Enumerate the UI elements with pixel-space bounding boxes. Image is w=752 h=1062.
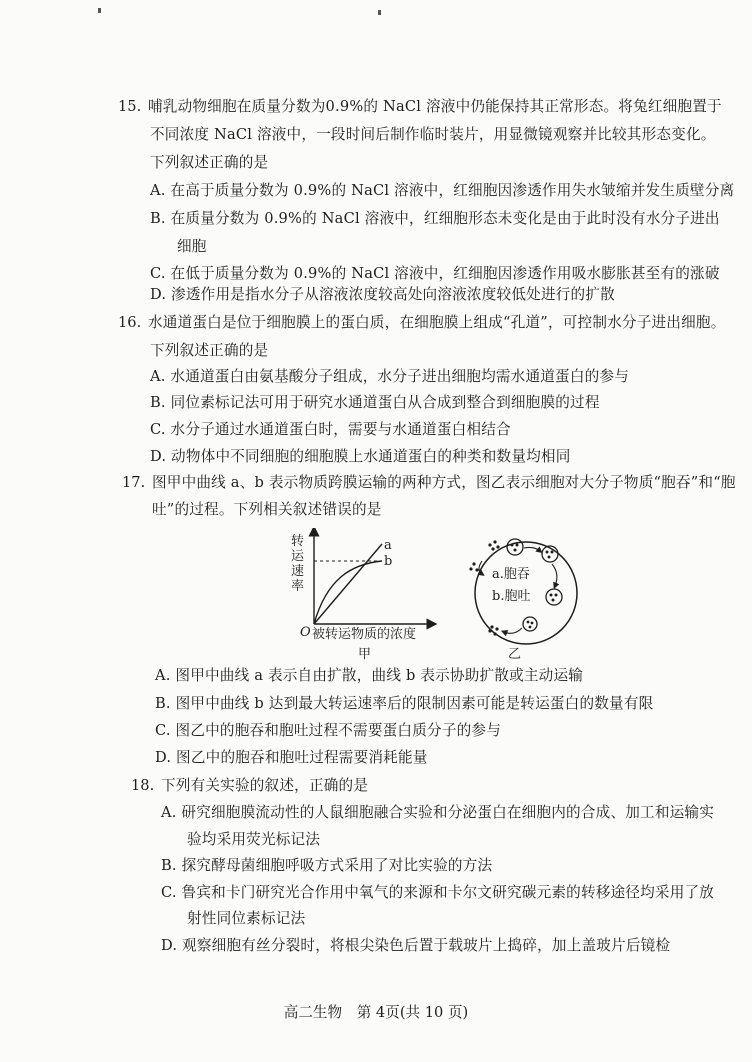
question-16-stem-line-1: 水通道蛋白是位于细胞膜上的蛋白质，在细胞膜上组成“孔道”，可控制水分子进出细胞。: [148, 314, 726, 331]
internal-arrow: [552, 564, 557, 586]
question-17-option-b: B. 图甲中曲线 b 达到最大转运速率后的限制因素可能是转运蛋白的数量有限: [155, 695, 654, 712]
scan-mark-right: [378, 10, 381, 15]
question-16-option-b: B. 同位素标记法可用于研究水通道蛋白从合成到整合到细胞膜的过程: [150, 394, 600, 411]
question-16-option-d: D. 动物体中不同细胞的细胞膜上水通道蛋白的种类和数量均相同: [150, 448, 571, 465]
figure-jia-caption: 甲: [358, 647, 372, 662]
question-17-stem-line-1: 图甲中曲线 a、b 表示物质跨膜运输的两种方式，图乙表示细胞对大分子物质“胞吞”和“胞: [152, 474, 736, 491]
question-15-stem-line-2: 不同浓度 NaCl 溶液中，一段时间后制作临时装片，用显微镜观察并比较其形态变化。: [150, 126, 716, 143]
origin-label: O: [300, 625, 311, 640]
vesicle-3: [546, 589, 562, 605]
y-axis-label-char-3: 速: [291, 564, 305, 579]
question-16-stem-line-2: 下列叙述正确的是: [150, 342, 269, 359]
page-footer: 高二生物 第 4页(共 10 页): [283, 1004, 469, 1021]
exocytosis-arrow: [504, 628, 522, 633]
question-18-option-d: D. 观察细胞有丝分裂时，将根尖染色后置于载玻片上捣碎，加上盖玻片后镜检: [161, 937, 671, 954]
question-17-option-d: D. 图乙中的胞吞和胞吐过程需要消耗能量: [155, 749, 428, 766]
question-18-option-b: B. 探究酵母菌细胞呼吸方式采用了对比实验的方法: [161, 857, 493, 874]
y-axis-label-char-4: 率: [291, 579, 305, 594]
figure-jia: [282, 528, 452, 663]
question-17-stem-line-2: 吐”的过程。下列相关叙述错误的是: [152, 501, 382, 518]
curve-a: [314, 544, 382, 624]
question-18-number: 18.: [131, 777, 155, 794]
question-18-stem: 下列有关实验的叙述，正确的是: [161, 777, 369, 794]
question-15-option-c: C. 在低于质量分数为 0.9%的 NaCl 溶液中，红细胞因渗透作用吸水膨胀甚至有的涨破: [150, 265, 720, 282]
exocytosis-label: b.胞吐: [492, 589, 531, 604]
question-16-number: 16.: [118, 314, 142, 331]
x-axis-label: 被转运物质的浓度: [312, 627, 417, 642]
scan-mark-left: [98, 8, 101, 13]
figure-yi-caption: 乙: [508, 647, 522, 662]
question-18-option-c-cont: 射性同位素标记法: [187, 910, 306, 927]
y-axis-label-char-2: 运: [291, 549, 305, 564]
question-15-number: 15.: [118, 98, 142, 115]
question-15-stem-line-1: 哺乳动物细胞在质量分数为0.9%的 NaCl 溶液中仍能保持其正常形态。将兔红细胞置于: [148, 98, 722, 115]
question-15-option-b: B. 在质量分数为 0.9%的 NaCl 溶液中，红细胞形态未变化是由于此时没有水分子进出: [150, 210, 720, 227]
vesicle-1: [507, 539, 523, 555]
question-15-option-a: A. 在高于质量分数为 0.9%的 NaCl 溶液中，红细胞因渗透作用失水皱缩并发生质壁分离: [150, 182, 735, 199]
vesicle-arrow: [524, 547, 540, 551]
question-18-option-c: C. 鲁宾和卡门研究光合作用中氧气的来源和卡尔文研究碳元素的转移途径均采用了放: [161, 884, 715, 901]
question-17-option-c: C. 图乙中的胞吞和胞吐过程不需要蛋白质分子的参与: [155, 722, 501, 739]
question-16-option-c: C. 水分子通过水通道蛋白时，需要与水通道蛋白相结合: [150, 421, 511, 438]
exocytosis-particles: [488, 625, 498, 635]
question-16-option-a: A. 水通道蛋白由氨基酸分子组成，水分子进出细胞均需水通道蛋白的参与: [150, 368, 630, 385]
curve-a-label: a: [384, 538, 392, 553]
curve-b: [314, 561, 382, 624]
question-17-number: 17.: [122, 474, 146, 491]
question-15-stem-line-3: 下列叙述正确的是: [150, 154, 269, 171]
question-17-option-a: A. 图甲中曲线 a 表示自由扩散，曲线 b 表示协助扩散或主动运输: [155, 667, 584, 684]
figure-yi: [462, 528, 612, 663]
question-15-option-b-cont: 细胞: [177, 238, 207, 255]
question-18-option-a-cont: 验均采用荧光标记法: [187, 831, 321, 848]
vesicle-4: [523, 617, 537, 631]
curve-b-label: b: [384, 554, 393, 569]
endocytosis-label: a.胞吞: [492, 567, 530, 582]
y-axis-label-char-1: 转: [291, 534, 305, 549]
question-18-option-a: A. 研究细胞膜流动性的人鼠细胞融合实验和分泌蛋白在细胞内的合成、加工和运输实: [161, 804, 714, 821]
question-15-option-d: D. 渗透作用是指水分子从溶液浓度较高处向溶液浓度较低处进行的扩散: [150, 286, 615, 303]
